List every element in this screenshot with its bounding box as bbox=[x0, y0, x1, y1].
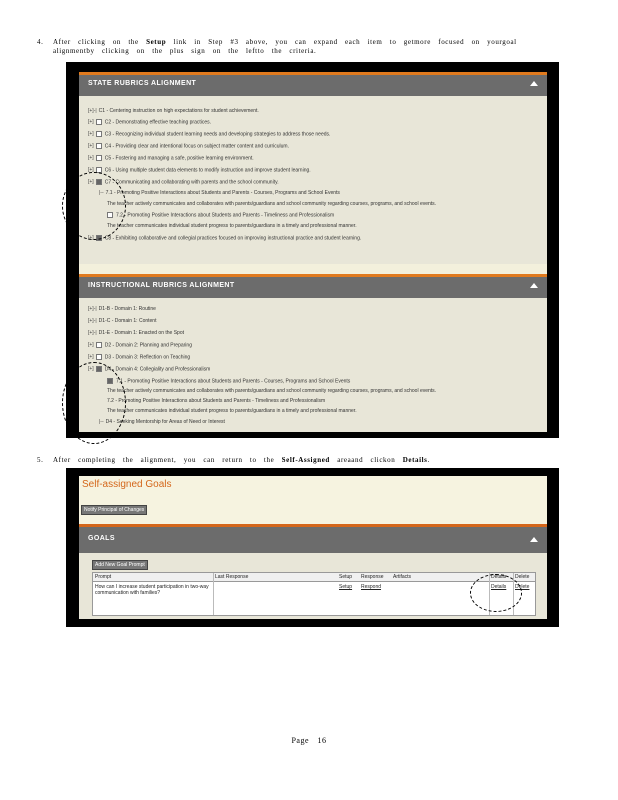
expand-toggle-icon[interactable]: [+] bbox=[88, 179, 94, 186]
step-bold-term: Details bbox=[402, 456, 428, 464]
checkbox[interactable] bbox=[96, 342, 102, 348]
highlight-circle bbox=[62, 362, 126, 444]
step-4-instruction bbox=[37, 38, 547, 56]
rubric-label: D4 - Domain 4: Collegiality and Professionalism bbox=[104, 366, 211, 373]
rubric-row[interactable] bbox=[88, 119, 211, 125]
rubric-row[interactable] bbox=[107, 408, 357, 414]
expand-toggle-icon[interactable]: [+]-| bbox=[88, 306, 97, 312]
collapse-icon[interactable] bbox=[530, 81, 538, 86]
column-header: Last Response bbox=[215, 574, 249, 580]
instructional-rubrics-panel bbox=[79, 274, 547, 432]
rubric-label: C5 - Fostering and managing a safe, positive learning environment. bbox=[104, 155, 254, 162]
step-text: After clicking on the bbox=[53, 38, 147, 46]
checkbox[interactable] bbox=[96, 119, 102, 125]
rubric-row[interactable] bbox=[88, 330, 184, 336]
respond-link[interactable]: Respond bbox=[361, 584, 382, 590]
instructional-rubrics-header[interactable] bbox=[79, 274, 547, 298]
setup-link[interactable]: Setup bbox=[339, 584, 353, 590]
goals-screenshot bbox=[66, 468, 559, 627]
column-header: Prompt bbox=[95, 574, 112, 580]
checkbox[interactable] bbox=[96, 354, 102, 360]
rubric-row[interactable] bbox=[107, 388, 436, 394]
rubric-row[interactable] bbox=[88, 306, 156, 312]
rubric-label: D3 - Domain 3: Reflection on Teaching bbox=[104, 354, 191, 361]
page-number: Page 16 bbox=[291, 736, 327, 745]
rubric-label: The teacher actively communicates and collaborates with parents/guardians and school community regarding courses, programs, and school events. bbox=[107, 388, 437, 394]
column-header: Delete bbox=[515, 574, 530, 580]
rubric-label: 7.2 - Promoting Positive Interactions about Students and Parents - Timeliness and Professionalism bbox=[116, 212, 335, 219]
rubric-label: 7.2 - Promoting Positive Interactions about Students and Parents - Timeliness and Professionalism bbox=[107, 398, 326, 404]
rubric-label: D1-B - Domain 1: Routine bbox=[98, 306, 156, 312]
collapse-icon[interactable] bbox=[530, 537, 538, 542]
rubric-label: 7.1 - Promoting Positive Interactions about Students and Parents - Courses, Programs and School Events bbox=[105, 190, 340, 196]
expand-toggle-icon[interactable]: [+] bbox=[88, 131, 94, 138]
expand-toggle-icon[interactable]: [+] bbox=[88, 342, 94, 349]
expand-toggle-icon[interactable]: [+]-| bbox=[88, 330, 97, 336]
rubric-row[interactable] bbox=[107, 223, 357, 229]
collapse-icon[interactable] bbox=[530, 283, 538, 288]
rubric-label: C7 - Communicating and collaborating with parents and the school community. bbox=[104, 179, 279, 186]
checkbox[interactable] bbox=[96, 143, 102, 149]
rubric-row[interactable] bbox=[107, 212, 334, 218]
rubric-label: The teacher communicates individual student progress to parents/guardians in a timely and professional manner. bbox=[107, 408, 357, 414]
rubric-label: D1-E - Domain 1: Enacted on the Spot bbox=[98, 330, 184, 336]
delete-link[interactable]: Delete bbox=[515, 584, 530, 590]
step-bold-term: Setup bbox=[146, 38, 167, 46]
step-number: 4. bbox=[37, 38, 44, 46]
step-text: After completing the alignment, you can return to the bbox=[53, 456, 282, 464]
notify-principal-button[interactable]: Notify Principal of Changes bbox=[81, 505, 147, 515]
step-bold-term: Self-Assigned bbox=[281, 456, 330, 464]
step-text: . bbox=[427, 456, 430, 464]
rubric-row[interactable] bbox=[88, 318, 156, 324]
rubric-label: D2 - Domain 2: Planning and Preparing bbox=[104, 342, 192, 349]
panel-title: INSTRUCTIONAL RUBRICS ALIGNMENT bbox=[88, 282, 235, 289]
expand-toggle-icon[interactable]: [+] bbox=[88, 155, 94, 162]
rubric-row[interactable] bbox=[88, 143, 289, 149]
rubric-label: The teacher communicates individual student progress to parents/guardians in a timely and professional manner. bbox=[107, 223, 357, 229]
rubric-row[interactable] bbox=[88, 354, 190, 360]
details-link[interactable]: Details bbox=[491, 584, 507, 590]
goals-header[interactable] bbox=[79, 527, 547, 553]
rubric-label: C1 - Centering instruction on high expectations for student achievement. bbox=[98, 108, 259, 114]
expand-toggle-icon[interactable]: [+] bbox=[88, 366, 94, 373]
rubric-row[interactable] bbox=[88, 131, 330, 137]
rubric-row[interactable] bbox=[107, 201, 436, 207]
state-rubrics-header[interactable] bbox=[79, 72, 547, 96]
highlight-circle bbox=[470, 574, 522, 612]
column-header: Details bbox=[491, 574, 507, 580]
panel-gap bbox=[79, 264, 547, 274]
rubrics-screenshot bbox=[66, 62, 559, 438]
column-header: Response bbox=[361, 574, 384, 580]
panel-title: STATE RUBRICS ALIGNMENT bbox=[88, 80, 197, 87]
rubric-row[interactable] bbox=[88, 235, 361, 241]
rubric-row[interactable] bbox=[107, 398, 325, 404]
rubric-row[interactable] bbox=[88, 342, 192, 348]
state-rubrics-panel bbox=[79, 72, 547, 264]
expand-toggle-icon[interactable]: [+] bbox=[88, 235, 94, 242]
expand-toggle-icon[interactable]: [+] bbox=[88, 167, 94, 174]
step-text: areaand clickon bbox=[329, 456, 403, 464]
step-text: link in Step #3 above, you can expand each item to getmore focused on yourgoal alignmentby clicking on the plus sign on the leftto the criteria. bbox=[53, 38, 517, 55]
rubric-label: C6 - Using multiple student data elements to modify instruction and improve student learning. bbox=[104, 167, 311, 174]
rubric-label: 7.1 - Promoting Positive Interactions about Students and Parents - Courses, Programs and School Events bbox=[116, 378, 351, 385]
expand-toggle-icon[interactable]: [+]-| bbox=[88, 108, 97, 114]
rubric-row[interactable] bbox=[107, 378, 350, 384]
step-5-instruction bbox=[37, 456, 547, 465]
expand-toggle-icon[interactable]: [+] bbox=[88, 143, 94, 150]
expand-toggle-icon[interactable]: [+] bbox=[88, 119, 94, 126]
table-header-row bbox=[93, 573, 535, 582]
expand-toggle-icon[interactable]: [+]-| bbox=[88, 318, 97, 324]
column-header: Artifacts bbox=[393, 574, 412, 580]
rubric-label: C3 - Recognizing individual student learning needs and developing strategies to address those needs. bbox=[104, 131, 331, 138]
rubric-label: The teacher actively communicates and collaborates with parents/guardians and school community regarding courses, programs, and school events. bbox=[107, 201, 437, 207]
goals-title: Self-assigned Goals bbox=[82, 479, 172, 490]
rubric-label: C4 - Providing clear and intentional focus on subject matter content and curriculum. bbox=[104, 143, 289, 150]
expand-toggle-icon[interactable]: |-- bbox=[99, 419, 104, 425]
divider bbox=[213, 573, 214, 615]
add-goal-prompt-button[interactable]: Add New Goal Prompt bbox=[92, 560, 148, 570]
checkbox[interactable] bbox=[96, 155, 102, 161]
checkbox[interactable] bbox=[96, 131, 102, 137]
highlight-circle bbox=[62, 172, 126, 240]
rubric-label: D4 - Seeking Mentorship for Areas of Need or Interest bbox=[105, 419, 225, 425]
goal-prompt-text: How can I increase student participation in two-way communication with families? bbox=[95, 584, 209, 596]
rubric-row[interactable] bbox=[88, 155, 254, 161]
expand-toggle-icon[interactable]: [+] bbox=[88, 354, 94, 361]
rubric-label: C8 - Exhibiting collaborative and collegial practices focused on improving instructional practice and student learning. bbox=[104, 235, 362, 242]
rubric-row[interactable] bbox=[88, 108, 259, 114]
panel-title: GOALS bbox=[88, 535, 115, 542]
rubric-label: C2 - Demonstrating effective teaching practices. bbox=[104, 119, 212, 126]
step-number: 5. bbox=[37, 456, 44, 464]
rubric-row[interactable] bbox=[88, 167, 311, 173]
expand-toggle-icon[interactable]: |-- bbox=[99, 190, 104, 196]
rubric-row[interactable] bbox=[99, 190, 340, 196]
rubric-label: D1-C - Domain 1: Content bbox=[98, 318, 157, 324]
column-header: Setup bbox=[339, 574, 353, 580]
